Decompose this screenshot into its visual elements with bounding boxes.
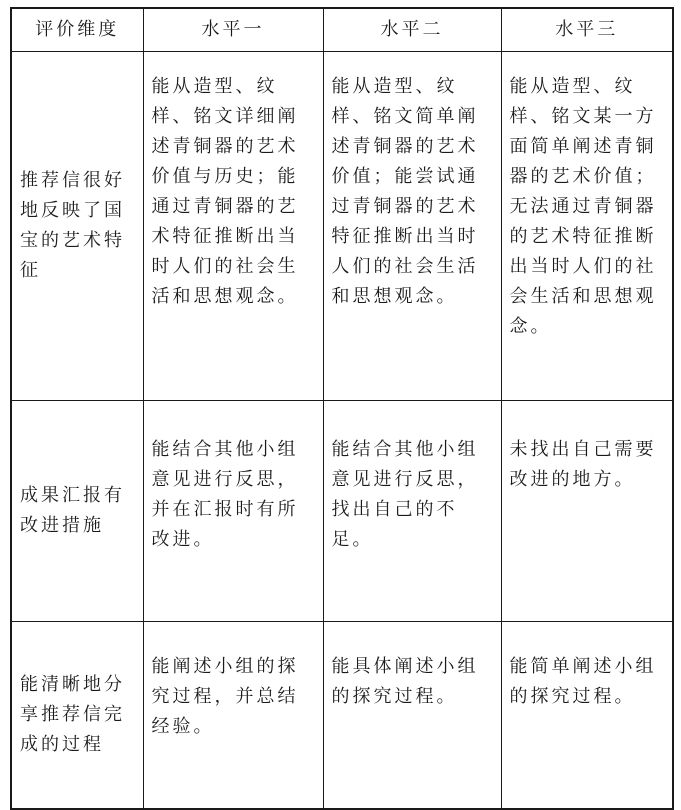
criterion-cell: 能清晰地分享推荐信完成的过程 bbox=[11, 622, 143, 810]
level-2-cell: 能结合其他小组意见进行反思，找出自己的不足。 bbox=[323, 401, 501, 622]
level-2-cell: 能具体阐述小组的探究过程。 bbox=[323, 622, 501, 810]
header-level-2: 水平二 bbox=[323, 8, 501, 52]
level-2-cell: 能从造型、纹样、铭文简单阐述青铜器的艺术价值；能尝试通过青铜器的艺术特征推断出当时人们的社会生活和思想观念。 bbox=[323, 52, 501, 401]
header-level-3: 水平三 bbox=[501, 8, 673, 52]
criterion-cell: 推荐信很好地反映了国宝的艺术特征 bbox=[11, 52, 143, 401]
header-level-1: 水平一 bbox=[143, 8, 323, 52]
level-3-cell: 未找出自己需要改进的地方。 bbox=[501, 401, 673, 622]
table-row bbox=[11, 622, 673, 810]
evaluation-rubric-table bbox=[10, 7, 674, 810]
level-3-cell: 能简单阐述小组的探究过程。 bbox=[501, 622, 673, 810]
table-row bbox=[11, 401, 673, 622]
table-row bbox=[11, 52, 673, 401]
level-1-cell: 能从造型、纹样、铭文详细阐述青铜器的艺术价值与历史；能通过青铜器的艺术特征推断出当时人们的社会生活和思想观念。 bbox=[143, 52, 323, 401]
level-1-cell: 能结合其他小组意见进行反思，并在汇报时有所改进。 bbox=[143, 401, 323, 622]
header-row bbox=[11, 8, 673, 52]
table-body bbox=[11, 52, 673, 810]
header-criterion: 评价维度 bbox=[11, 8, 143, 52]
table-header bbox=[11, 8, 673, 52]
level-3-cell: 能从造型、纹样、铭文某一方面简单阐述青铜器的艺术价值；无法通过青铜器的艺术特征推断出当时人们的社会生活和思想观念。 bbox=[501, 52, 673, 401]
criterion-cell: 成果汇报有改进措施 bbox=[11, 401, 143, 622]
level-1-cell: 能阐述小组的探究过程，并总结经验。 bbox=[143, 622, 323, 810]
